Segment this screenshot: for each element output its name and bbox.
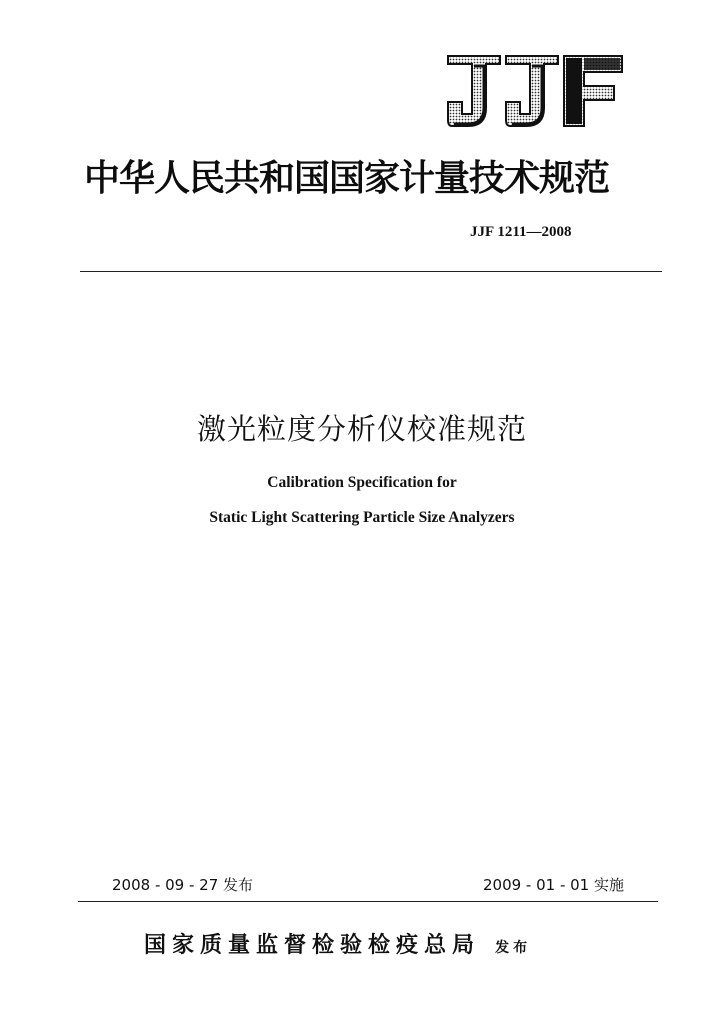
bottom-divider: [78, 901, 658, 902]
top-divider: [80, 271, 662, 272]
document-title-chinese: 激光粒度分析仪校准规范: [196, 412, 527, 446]
country-standard-title: 中华人民共和国国家计量技术规范: [84, 157, 610, 199]
document-title-english-line1: Calibration Specification for: [267, 474, 457, 491]
publisher-name: 国家质量监督检验检疫总局: [144, 932, 481, 958]
document-title-english-line2: Static Light Scattering Particle Size Analyzers: [209, 509, 515, 526]
jjf-logo: [446, 52, 624, 130]
publisher-line: [144, 928, 531, 959]
publish-label: 发布: [495, 940, 532, 956]
implementation-date: 2009 - 01 - 01 实施: [482, 876, 624, 894]
jjf-logo-icon: [446, 52, 624, 130]
issue-date: 2008 - 09 - 27 发布: [112, 876, 254, 894]
document-code: JJF 1211—2008: [470, 224, 572, 240]
